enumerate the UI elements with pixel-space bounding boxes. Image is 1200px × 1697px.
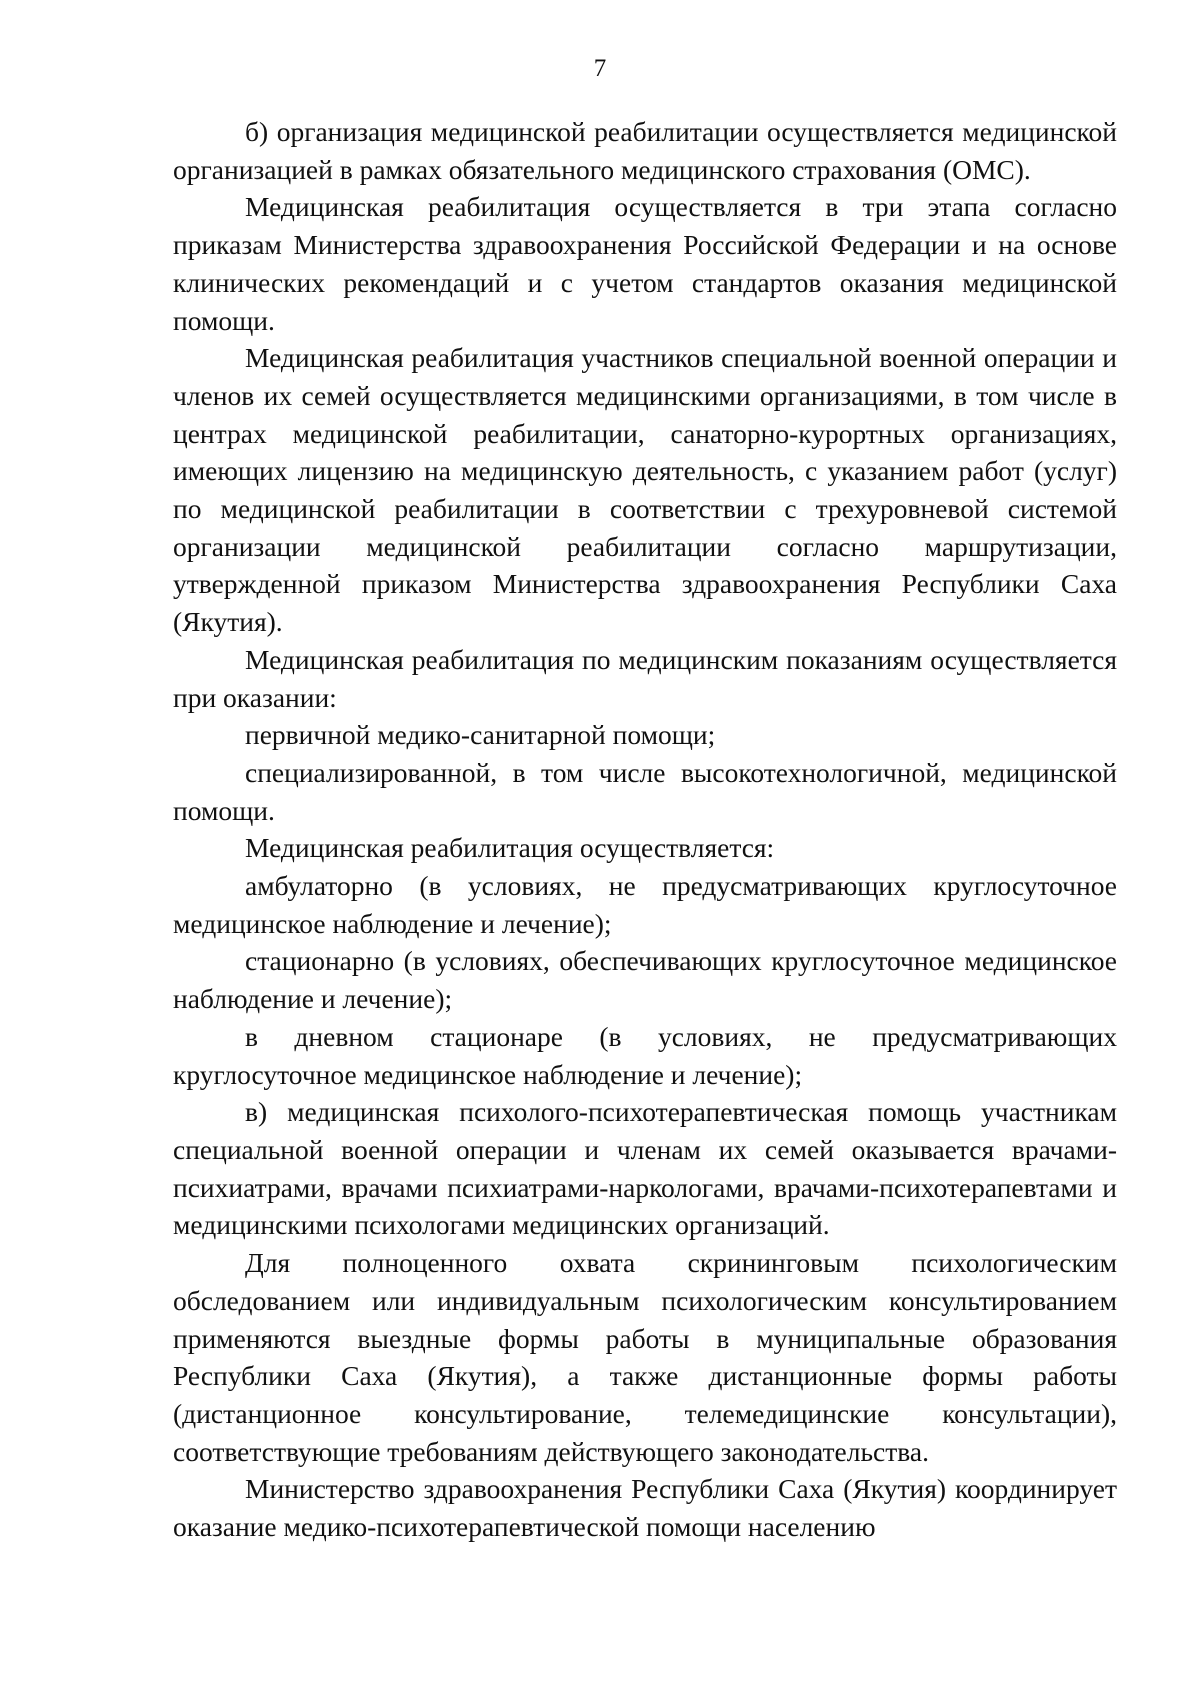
paragraph-three-stages: Медицинская реабилитация осуществляется в три этапа согласно приказам Министерства здравоохранения Российской Федерации и на основе клинических рекомендаций и с учетом стандартов оказания медицинской помощи. xyxy=(173,191,1117,336)
paragraph-inpatient: стационарно (в условиях, обеспечивающих круглосуточное медицинское наблюдение и лечение); xyxy=(173,945,1117,1015)
paragraph-rehabilitation-settings: Медицинская реабилитация осуществляется: xyxy=(245,832,775,864)
document-body xyxy=(173,113,1117,1546)
paragraph-day-hospital: в дневном стационаре (в условиях, не предусматривающих круглосуточное медицинское наблюдение и лечение); xyxy=(173,1020,1117,1090)
page-number: 7 xyxy=(593,55,607,82)
paragraph-medical-indications: Медицинская реабилитация по медицинским показаниям осуществляется при оказании: xyxy=(173,643,1117,713)
paragraph-psychotherapeutic-help: в) медицинская психолого-психотерапевтическая помощь участникам специальной военной операции и членам их семей оказывается врачами-психиатрами, врачами психиатрами-наркологами, врачами-психотерапевтами и медицинскими психологами медицинских организаций. xyxy=(173,1096,1117,1241)
paragraph-screening-coverage: Для полноценного охвата скрининговым психологическим обследованием или индивидуальным психологическим консультированием применяются выездные формы работы в муниципальные образования Республики Саха (Якутия), а также дистанционные формы работы (дистанционное консультирование, телемедицинские консультации), соответствующие требованиям действующего законодательства. xyxy=(173,1247,1117,1467)
paragraph-primary-care: первичной медико-санитарной помощи; xyxy=(245,719,716,751)
paragraph-svo-participants-rehabilitation: Медицинская реабилитация участников специальной военной операции и членов их семей осуществляется медицинскими организациями, в том числе в центрах медицинской реабилитации, санаторно-курортных организациях, имеющих лицензию на медицинскую деятельность, с указанием работ (услуг) по медицинской реабилитации в соответствии с трехуровневой системой организации медицинской реабилитации согласно маршрутизации, утвержденной приказом Министерства здравоохранения Республики Саха (Якутия). xyxy=(173,342,1117,638)
paragraph-ministry-coordination: Министерство здравоохранения Республики Саха (Якутия) координирует оказание медико-психотерапевтической помощи населению xyxy=(173,1473,1117,1543)
paragraph-outpatient: амбулаторно (в условиях, не предусматривающих круглосуточное медицинское наблюдение и лечение); xyxy=(173,870,1117,939)
paragraph-rehabilitation-organization: б) организация медицинской реабилитации осуществляется медицинской организацией в рамках обязательного медицинского страхования (ОМС). xyxy=(173,116,1117,185)
paragraph-specialized-care: специализированной, в том числе высокотехнологичной, медицинской помощи. xyxy=(173,756,1117,826)
